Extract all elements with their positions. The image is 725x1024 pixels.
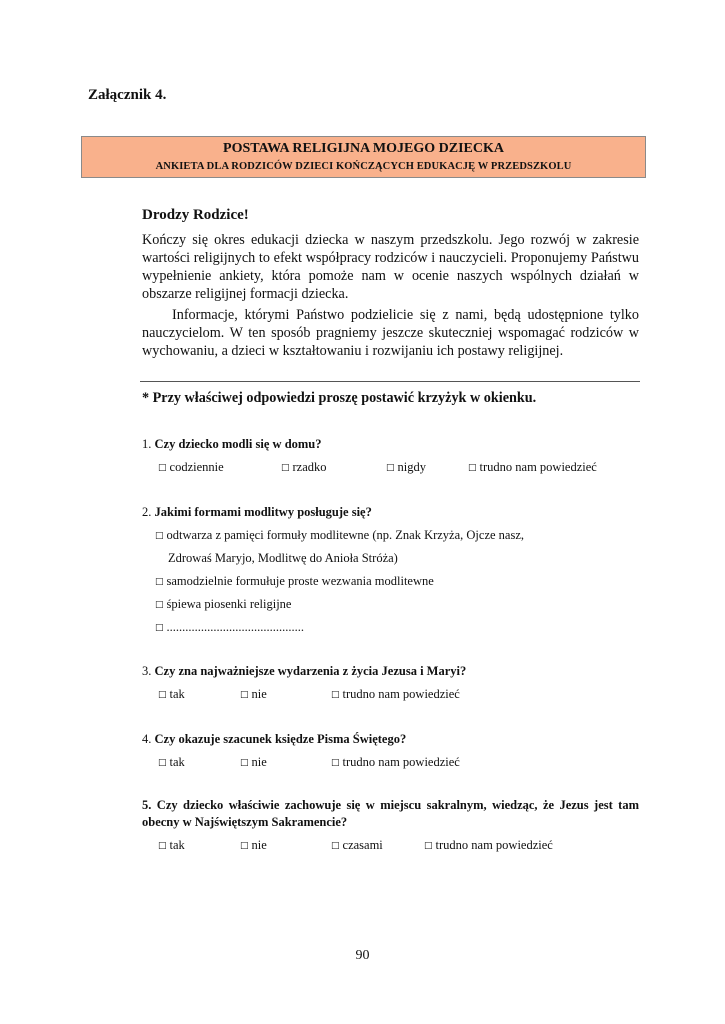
option-label: samodzielnie formułuje proste wezwania modlitewne	[166, 574, 434, 588]
checkbox-icon[interactable]: □	[386, 463, 395, 473]
checkbox-icon[interactable]: □	[240, 690, 249, 700]
option-label: tak	[169, 687, 185, 701]
question-3	[142, 663, 466, 680]
option-label: rzadko	[292, 460, 327, 474]
option-checkbox[interactable]	[281, 459, 327, 476]
question-number: 2.	[142, 505, 152, 519]
option-checkbox[interactable]	[155, 619, 304, 636]
question-4	[142, 731, 406, 748]
checkbox-icon[interactable]: □	[158, 690, 167, 700]
option-checkbox[interactable]	[424, 837, 553, 854]
option-label: codziennie	[169, 460, 224, 474]
question-1	[142, 436, 322, 453]
option-checkbox[interactable]	[331, 837, 383, 854]
checkbox-icon[interactable]: □	[331, 690, 340, 700]
option-label: trudno nam powiedzieć	[479, 460, 597, 474]
option-label: tak	[169, 755, 185, 769]
checkbox-icon[interactable]: □	[155, 577, 164, 587]
title-box	[81, 136, 646, 178]
question-number: 3.	[142, 664, 152, 678]
option-label: ............................................	[166, 620, 305, 634]
option-checkbox[interactable]	[331, 754, 460, 771]
option-checkbox[interactable]	[240, 754, 267, 771]
page-number: 90	[355, 948, 370, 963]
greeting: Drodzy Rodzice!	[142, 207, 249, 223]
option-checkbox[interactable]	[240, 837, 267, 854]
option-continuation: Zdrowaś Maryjo, Modlitwę do Anioła Stróża)	[168, 551, 398, 565]
survey-title: POSTAWA RELIGIJNA MOJEGO DZIECKA	[223, 141, 504, 156]
option-checkbox[interactable]	[158, 459, 224, 476]
question-number: 4.	[142, 732, 152, 746]
option-label: nie	[251, 687, 267, 701]
checkbox-icon[interactable]: □	[468, 463, 477, 473]
question-text: Czy zna najważniejsze wydarzenia z życia Jezusa i Maryi?	[154, 664, 467, 678]
survey-subtitle: ANKIETA DLA RODZICÓW DZIECI KOŃCZĄCYCH EDUKACJĘ W PRZEDSZKOLU	[155, 161, 572, 172]
divider	[140, 381, 640, 382]
option-label: nie	[251, 755, 267, 769]
checkbox-icon[interactable]: □	[281, 463, 290, 473]
question-text: Czy dziecko modli się w domu?	[154, 437, 322, 451]
question-2	[142, 504, 372, 521]
checkbox-icon[interactable]: □	[155, 600, 164, 610]
option-checkbox[interactable]	[468, 459, 597, 476]
checkbox-icon[interactable]: □	[158, 463, 167, 473]
checkbox-icon[interactable]: □	[331, 758, 340, 768]
option-label: nie	[251, 838, 267, 852]
option-checkbox[interactable]	[158, 837, 185, 854]
checkbox-icon[interactable]: □	[331, 841, 340, 851]
question-text: Czy dziecko właściwie zachowuje się w miejscu sakralnym, wiedząc, że Jezus jest tam obecny w Najświętszym Sakramencie?	[142, 798, 640, 829]
checkbox-icon[interactable]: □	[155, 623, 164, 633]
question-number: 1.	[142, 437, 152, 451]
question-5	[142, 797, 639, 831]
checkbox-icon[interactable]: □	[240, 841, 249, 851]
option-label: czasami	[342, 838, 383, 852]
option-label: odtwarza z pamięci formuły modlitewne (np. Znak Krzyża, Ojcze nasz,	[166, 528, 525, 542]
checkbox-icon[interactable]: □	[424, 841, 433, 851]
option-checkbox[interactable]	[158, 754, 185, 771]
option-label: trudno nam powiedzieć	[342, 687, 460, 701]
option-checkbox[interactable]	[155, 573, 434, 590]
intro-paragraph-2: Informacje, którymi Państwo podzielicie się z nami, będą udostępnione tylko nauczycielom. W ten sposób pragniemy jeszcze skuteczniej wspomagać rodziców w wychowaniu, a dzieci w kształtowaniu i rozwijaniu ich postawy religijnej.	[142, 307, 639, 359]
checkbox-icon[interactable]: □	[240, 758, 249, 768]
option-checkbox[interactable]	[155, 527, 524, 544]
option-label: trudno nam powiedzieć	[435, 838, 553, 852]
checkbox-icon[interactable]: □	[158, 841, 167, 851]
option-label: nigdy	[397, 460, 426, 474]
instruction: * Przy właściwej odpowiedzi proszę postawić krzyżyk w okienku.	[142, 390, 537, 406]
checkbox-icon[interactable]: □	[158, 758, 167, 768]
question-text: Czy okazuje szacunek księdze Pisma Świętego?	[154, 732, 407, 746]
option-checkbox[interactable]	[240, 686, 267, 703]
option-checkbox[interactable]	[158, 686, 185, 703]
appendix-label: Załącznik 4.	[88, 87, 167, 103]
option-checkbox[interactable]	[155, 596, 292, 613]
option-label: trudno nam powiedzieć	[342, 755, 460, 769]
checkbox-icon[interactable]: □	[155, 531, 164, 541]
question-number: 5.	[142, 798, 152, 812]
intro-paragraph-1: Kończy się okres edukacji dziecka w naszym przedszkolu. Jego rozwój w zakresie wartości religijnych to efekt współpracy rodziców i nauczycieli. Proponujemy Państwu wypełnienie ankiety, która pomoże nam w ocenie naszych wspólnych działań w obszarze religijnej formacji dziecka.	[142, 232, 639, 302]
option-checkbox[interactable]	[331, 686, 460, 703]
option-label: śpiewa piosenki religijne	[166, 597, 292, 611]
question-text: Jakimi formami modlitwy posługuje się?	[154, 505, 372, 519]
option-label: tak	[169, 838, 185, 852]
option-checkbox[interactable]	[386, 459, 426, 476]
